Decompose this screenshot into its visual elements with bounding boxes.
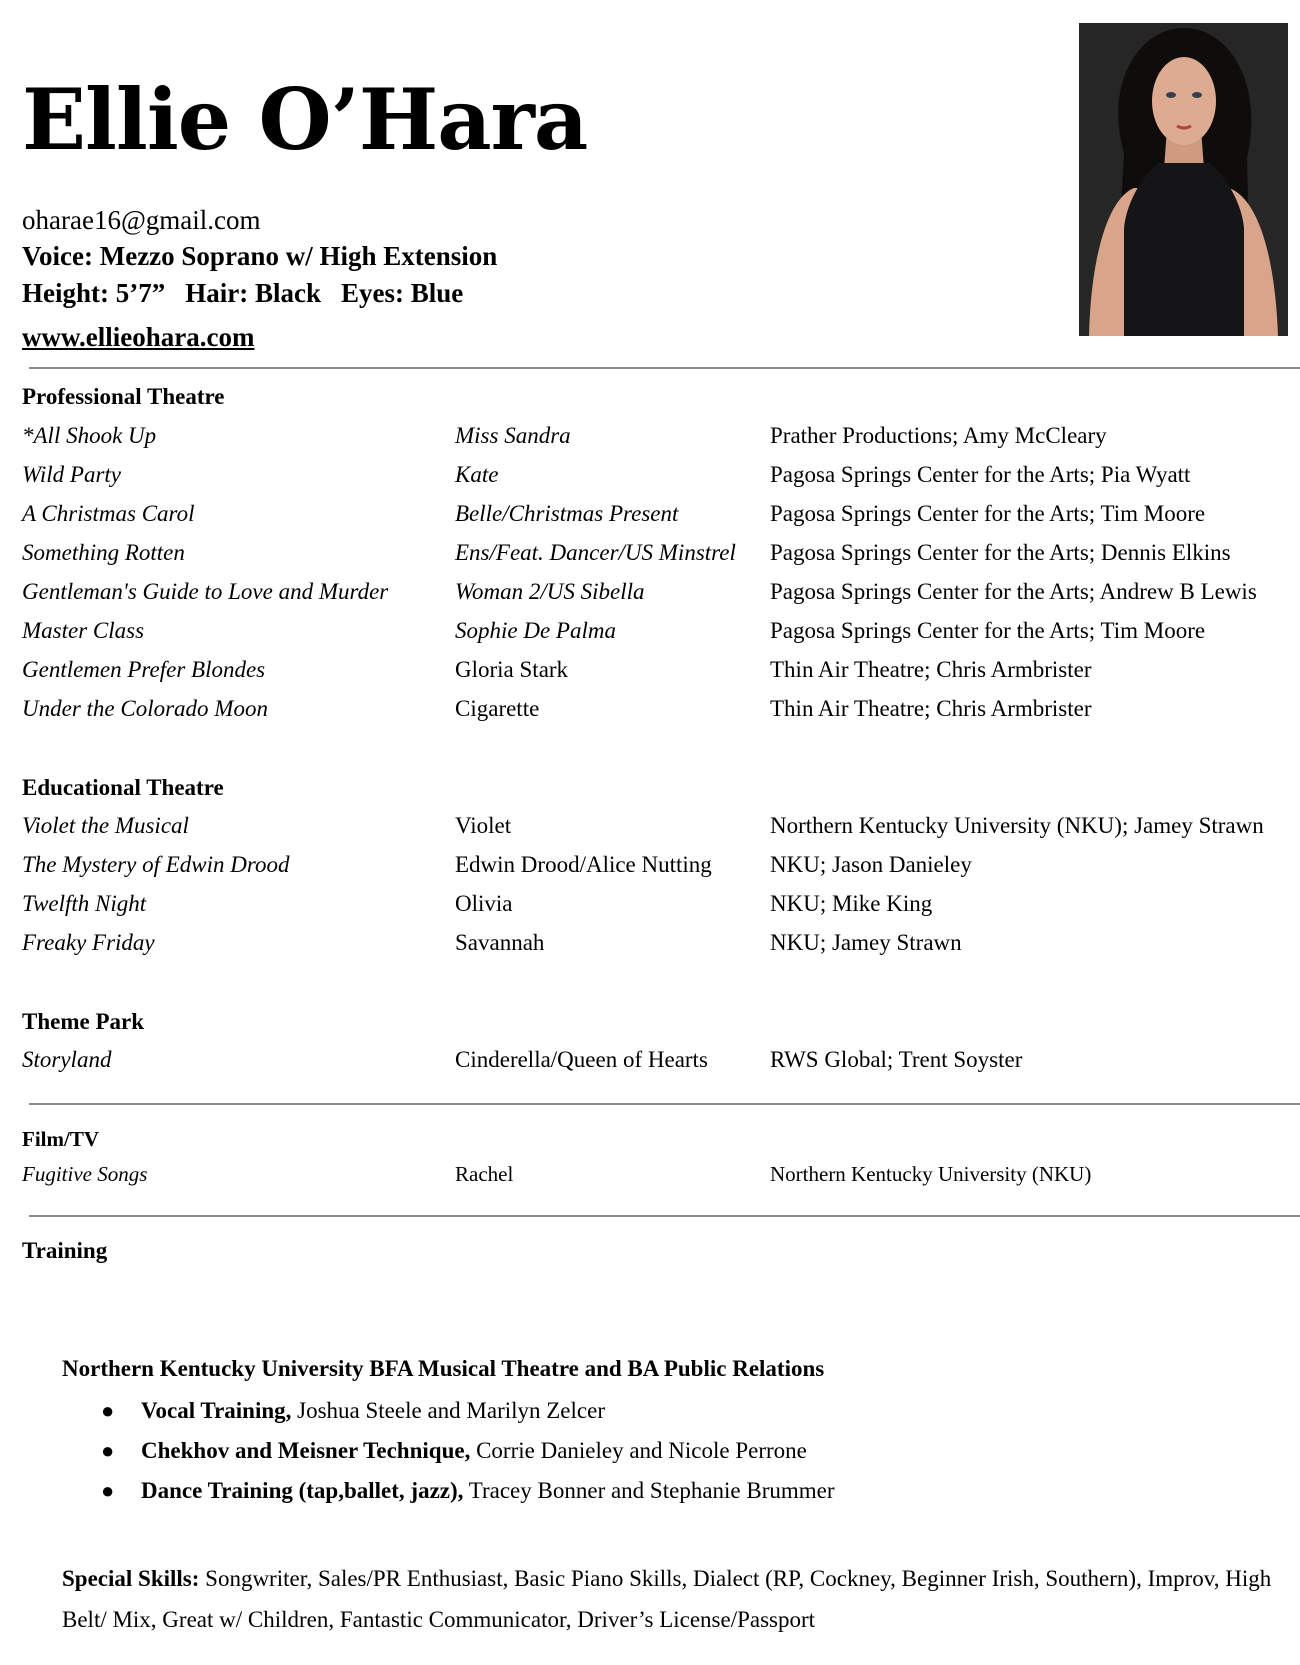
- email-address: oharae16@gmail.com: [22, 205, 261, 235]
- height-value: Height: 5’7”: [22, 278, 166, 308]
- bullet-icon: ●: [101, 1438, 115, 1463]
- role-name: Belle/Christmas Present: [455, 501, 679, 526]
- company-director: Pagosa Springs Center for the Arts; Tim Moore: [770, 618, 1206, 643]
- show-title: Gentlemen Prefer Blondes: [22, 657, 266, 682]
- show-title: Wild Party: [22, 462, 122, 487]
- company-director: Northern Kentucky University (NKU): [770, 1162, 1092, 1186]
- company-director: Pagosa Springs Center for the Arts; Dennis Elkins: [770, 540, 1231, 565]
- training-item: [101, 1475, 835, 1507]
- training-item-detail: Tracey Bonner and Stephanie Brummer: [463, 1478, 835, 1503]
- show-title: Gentleman's Guide to Love and Murder: [22, 579, 389, 604]
- training-item-detail: Corrie Danieley and Nicole Perrone: [470, 1438, 807, 1463]
- company-director: Northern Kentucky University (NKU); Jamey Strawn: [770, 813, 1264, 838]
- bullet-icon: ●: [101, 1478, 115, 1503]
- credit-row: [0, 810, 1300, 842]
- show-title: A Christmas Carol: [22, 501, 195, 526]
- physical-stats: [22, 277, 463, 309]
- training-item: [101, 1395, 605, 1427]
- show-title: Storyland: [22, 1047, 112, 1072]
- role-name: Savannah: [455, 930, 545, 955]
- training-item: [101, 1435, 807, 1467]
- company-director: Thin Air Theatre; Chris Armbrister: [770, 657, 1092, 682]
- professional-theatre-heading: Professional Theatre: [22, 384, 225, 409]
- credit-row: [0, 693, 1300, 725]
- credit-row: [0, 654, 1300, 686]
- credit-row: [0, 420, 1300, 452]
- theme-park-heading: Theme Park: [22, 1009, 145, 1034]
- company-director: RWS Global; Trent Soyster: [770, 1047, 1023, 1072]
- section-divider: [29, 1215, 1300, 1217]
- section-divider: [29, 1103, 1300, 1105]
- credit-row: [0, 1044, 1300, 1076]
- bullet-icon: ●: [101, 1398, 115, 1423]
- training-school: Northern Kentucky University BFA Musical Theatre and BA Public Relations: [62, 1356, 825, 1381]
- company-director: Thin Air Theatre; Chris Armbrister: [770, 696, 1092, 721]
- training-item-label: Chekhov and Meisner Technique,: [141, 1438, 471, 1463]
- show-title: Twelfth Night: [22, 891, 147, 916]
- company-director: Pagosa Springs Center for the Arts; Andrew B Lewis: [770, 579, 1257, 604]
- training-item-detail: Joshua Steele and Marilyn Zelcer: [291, 1398, 605, 1423]
- credit-row: [0, 459, 1300, 491]
- show-title: The Mystery of Edwin Drood: [22, 852, 290, 877]
- training-heading: Training: [22, 1238, 108, 1263]
- role-name: Gloria Stark: [455, 657, 569, 682]
- company-director: Pagosa Springs Center for the Arts; Tim Moore: [770, 501, 1206, 526]
- role-name: Olivia: [455, 891, 513, 916]
- role-name: Cigarette: [455, 696, 540, 721]
- special-skills-label: Special Skills:: [62, 1566, 200, 1591]
- role-name: Violet: [455, 813, 512, 838]
- credit-row: [0, 576, 1300, 608]
- credit-row: [0, 537, 1300, 569]
- show-title: Freaky Friday: [22, 930, 155, 955]
- show-title: Something Rotten: [22, 540, 185, 565]
- show-title: Violet the Musical: [22, 813, 189, 838]
- special-skills: [62, 1558, 1294, 1640]
- role-name: Sophie De Palma: [455, 618, 616, 643]
- special-skills-text: Songwriter, Sales/PR Enthusiast, Basic Piano Skills, Dialect (RP, Cockney, Beginner Irish, Southern), Improv, High Belt/ Mix, Great w/ Children, Fantastic Communicator, Driver’s License/Passport: [62, 1566, 1272, 1632]
- company-director: Prather Productions; Amy McCleary: [770, 423, 1107, 448]
- website-link[interactable]: www.ellieohara.com: [22, 322, 255, 352]
- show-title: Master Class: [22, 618, 145, 643]
- headshot-photo: [1079, 23, 1288, 336]
- credit-row: [0, 615, 1300, 647]
- show-title: Fugitive Songs: [22, 1162, 148, 1186]
- training-item-label: Vocal Training,: [141, 1398, 292, 1423]
- credit-row: [0, 927, 1300, 959]
- role-name: Woman 2/US Sibella: [455, 579, 645, 604]
- role-name: Edwin Drood/Alice Nutting: [455, 852, 712, 877]
- credit-row: [0, 498, 1300, 530]
- role-name: Cinderella/Queen of Hearts: [455, 1047, 708, 1072]
- role-name: Rachel: [455, 1162, 514, 1186]
- hair-value: Hair: Black: [185, 278, 321, 308]
- show-title: Under the Colorado Moon: [22, 696, 268, 721]
- show-title: *All Shook Up: [22, 423, 157, 448]
- film-tv-heading: Film/TV: [22, 1127, 99, 1151]
- company-director: NKU; Jason Danieley: [770, 852, 972, 877]
- role-name: Kate: [455, 462, 499, 487]
- company-director: NKU; Jamey Strawn: [770, 930, 962, 955]
- role-name: Ens/Feat. Dancer/US Minstrel: [455, 540, 736, 565]
- credit-row: [0, 1158, 1300, 1190]
- company-director: Pagosa Springs Center for the Arts; Pia Wyatt: [770, 462, 1191, 487]
- training-item-label: Dance Training (tap,ballet, jazz),: [141, 1478, 464, 1503]
- resume-name: Ellie O’Hara: [22, 70, 588, 169]
- role-name: Miss Sandra: [455, 423, 571, 448]
- credit-row: [0, 849, 1300, 881]
- header-divider: [29, 367, 1300, 369]
- educational-theatre-heading: Educational Theatre: [22, 775, 224, 800]
- company-director: NKU; Mike King: [770, 891, 933, 916]
- credit-row: [0, 888, 1300, 920]
- eyes-value: Eyes: Blue: [340, 278, 464, 308]
- voice-type: Voice: Mezzo Soprano w/ High Extension: [22, 241, 498, 271]
